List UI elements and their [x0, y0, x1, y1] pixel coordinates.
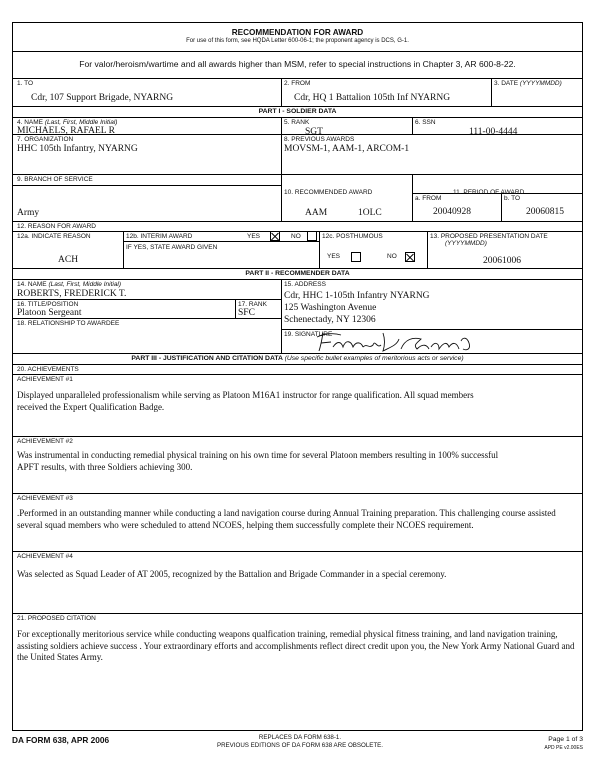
org-label: 7. ORGANIZATION: [17, 136, 74, 143]
from-label: 2. FROM: [284, 80, 311, 87]
period-from-field[interactable]: 20040928: [433, 207, 471, 217]
replaces-note: REPLACES DA FORM 638-1.: [258, 734, 342, 741]
organization-field[interactable]: HHC 105th Infantry, NYARNG: [17, 144, 138, 154]
period-to-label: b. TO: [504, 195, 521, 202]
position-field[interactable]: Platoon Sergeant: [17, 308, 82, 318]
reason-a-label: 12a. INDICATE REASON: [17, 233, 91, 240]
interim-no-checkbox[interactable]: [307, 231, 317, 241]
to-field[interactable]: Cdr, 107 Support Brigade, NYARNG: [31, 93, 174, 103]
address-line-1[interactable]: Cdr, HHC 1-105th Infantry NYARNG: [284, 291, 430, 301]
branch-label: 9. BRANCH OF SERVICE: [17, 176, 93, 183]
achievement-4-text[interactable]: Was selected as Squad Leader of AT 2005, recognized by the Battalion and Brigade Commander in a special ceremony.: [17, 569, 447, 579]
presentation-format: (YYYYMMDD): [445, 240, 487, 247]
interim-yes-checkbox[interactable]: [270, 231, 280, 241]
date-label: 3. DATE (YYYYMMDD): [494, 80, 562, 87]
presentation-date-field[interactable]: 20061006: [483, 256, 521, 266]
rec-award-label: 10. RECOMMENDED AWARD: [284, 189, 373, 196]
period-label: 11. PERIOD OF AWARD: [453, 189, 525, 196]
recommender-rank-field[interactable]: SFC: [238, 308, 255, 318]
prev-awards-label: 8. PREVIOUS AWARDS: [284, 136, 355, 143]
posth-no-label: NO: [387, 253, 397, 260]
posthumous-label: 12c. POSTHUMOUS: [322, 233, 383, 240]
presentation-label: 13. PROPOSED PRESENTATION DATE: [430, 233, 548, 240]
posthumous-yes-checkbox[interactable]: [351, 252, 361, 262]
achievement-4-label: ACHIEVEMENT #4: [17, 553, 73, 560]
achievement-1-text[interactable]: Displayed unparalleled professionalism while serving as Platoon M16A1 instructor for range qualification. All squad members received the Expert Qualification Badge.: [17, 390, 474, 412]
reason-field[interactable]: ACH: [58, 255, 79, 265]
obsolete-note: PREVIOUS EDITIONS OF DA FORM 638 ARE OBSOLETE.: [216, 742, 384, 749]
part2-title: PART II - RECOMMENDER DATA: [245, 270, 350, 277]
page-number: Page 1 of 3: [548, 736, 583, 743]
interim-label: 12b. INTERIM AWARD: [126, 233, 193, 240]
citation-label: 21. PROPOSED CITATION: [17, 615, 96, 622]
name-label: 4. NAME (Last, First, Middle Initial): [17, 119, 118, 126]
ssn-field[interactable]: 111-00-4444: [469, 127, 518, 137]
interim-sub-label: IF YES, STATE AWARD GIVEN: [126, 244, 218, 251]
branch-field[interactable]: Army: [17, 208, 40, 218]
citation-text[interactable]: For exceptionally meritorious service while conducting weapons qualfication training, remedial physical fitness training, and land navigation training, assisting soldiers achieve success . Your extraordinary efforts and accomplishments reflect direct credit upon you, the New York Army National Guard and the United States Army.: [17, 629, 575, 662]
achievement-3-text[interactable]: .Performed in an outstanding manner while conducting a land navigation course during Annual Training preparation. This challenging course assisted several squad members who were scheduled to attend NCOES, helping them successfully complete their NCOES requirement.: [17, 508, 556, 530]
period-from-label: a. FROM: [415, 195, 442, 202]
interim-yes-label: YES: [247, 233, 261, 240]
address-line-2[interactable]: 125 Washington Avenue: [284, 303, 377, 313]
form-id: DA FORM 638, APR 2006: [12, 735, 110, 745]
soldier-rank-field[interactable]: SGT: [305, 127, 323, 137]
achievement-1-label: ACHIEVEMENT #1: [17, 376, 73, 383]
recommended-olc-field[interactable]: 1OLC: [358, 208, 382, 218]
achievement-3-label: ACHIEVEMENT #3: [17, 495, 73, 502]
recommender-name-label: 14. NAME (Last, First, Middle Initial): [17, 281, 122, 288]
to-label: 1. TO: [17, 80, 34, 87]
form-title: RECOMMENDATION FOR AWARD: [231, 28, 364, 37]
achievements-label: 20. ACHIEVEMENTS: [17, 366, 79, 373]
reason-label: 12. REASON FOR AWARD: [17, 223, 96, 230]
apd-version: APD PE v2.00ES: [544, 745, 583, 751]
position-label: 16. TITLE/POSITION: [17, 301, 79, 308]
posth-yes-label: YES: [327, 253, 341, 260]
date-field[interactable]: [493, 88, 579, 104]
signature-image[interactable]: [313, 329, 483, 353]
part1-title: PART I - SOLDIER DATA: [258, 108, 337, 115]
relationship-field[interactable]: [15, 328, 279, 351]
relationship-label: 18. RELATIONSHIP TO AWARDEE: [17, 320, 120, 327]
rank-label: 5. RANK: [284, 119, 310, 126]
soldier-name-field[interactable]: MICHAELS, RAFAEL R: [17, 126, 115, 136]
previous-awards-field[interactable]: MOVSM-1, AAM-1, ARCOM-1: [284, 144, 410, 154]
address-line-3[interactable]: Schenectady, NY 12306: [284, 315, 376, 325]
award-form: [12, 22, 583, 731]
ssn-label: 6. SSN: [415, 119, 436, 126]
form-subtitle: For use of this form, see HQDA Letter 600-06-1; the proponent agency is DCS, G-1.: [186, 38, 409, 44]
posthumous-no-checkbox[interactable]: [405, 252, 415, 262]
recommender-rank-label: 17. RANK: [238, 301, 267, 308]
from-field[interactable]: Cdr, HQ 1 Battalion 105th Inf NYARNG: [294, 93, 451, 103]
part3-title: PART III - JUSTIFICATION AND CITATION DATA (Use specific bullet examples of meritorious acts or service): [131, 355, 464, 362]
period-to-field[interactable]: 20060815: [526, 207, 564, 217]
address-label: 15. ADDRESS: [284, 281, 326, 288]
signature-label: 19. SIGNATURE: [284, 331, 333, 338]
recommender-name-field[interactable]: ROBERTS, FREDERICK T.: [17, 289, 127, 299]
achievement-2-label: ACHIEVEMENT #2: [17, 438, 73, 445]
instruction-line: For valor/heroism/wartime and all awards higher than MSM, refer to special instructions in Chapter 3, AR 600-8-22.: [79, 59, 516, 69]
recommended-award-field[interactable]: AAM: [305, 208, 328, 218]
achievement-2-text[interactable]: Was instrumental in conducting remedial physical training on his own time for several Platoon members resulting in 100% successful APFT results, with three Soldiers achieving 300.: [17, 450, 499, 472]
interim-no-label: NO: [291, 233, 301, 240]
